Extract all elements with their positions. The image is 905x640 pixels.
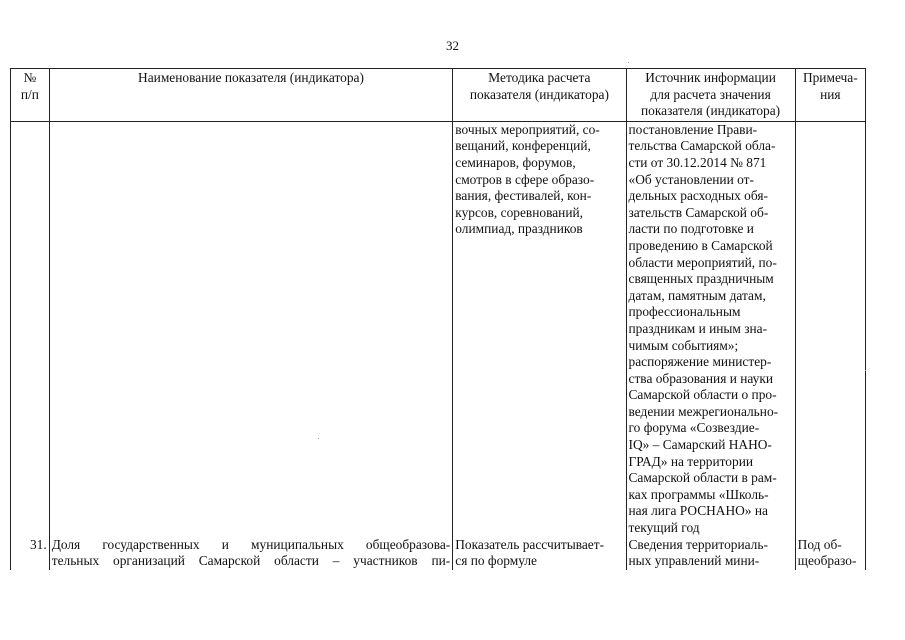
cell-num-31: 31. xyxy=(11,537,50,570)
table-header-row xyxy=(11,69,866,122)
cell-notes-empty xyxy=(795,121,865,536)
header-source: Источник информации для расчета значения показателя (индикатора) xyxy=(626,69,795,122)
cell-notes-31: Под об- щеобразо- xyxy=(795,537,865,570)
header-num: № п/п xyxy=(11,69,50,122)
table-row-continued xyxy=(11,121,866,536)
header-notes: Примеча- ния xyxy=(795,69,865,122)
name-line-2: тельных организаций Самарской области – участников пи- xyxy=(51,553,451,569)
page-number: 32 xyxy=(446,38,459,53)
cell-name-empty xyxy=(49,121,453,536)
scan-speck xyxy=(318,438,319,439)
cell-num-empty xyxy=(11,121,50,536)
table-row-31 xyxy=(11,537,866,570)
name-line-1: Доля государственных и муниципальных общеобразова- xyxy=(51,536,451,552)
header-method: Методика расчета показателя (индикатора) xyxy=(453,69,626,122)
scan-speck xyxy=(865,370,866,371)
cell-name-31 xyxy=(49,537,453,570)
cell-source-continued: постановление Прави- тельства Самарской обла- сти от 30.12.2014 № 871 «Об установлении от- дельных расходных обя- зательств Самарской об- ласти по подготовке и проведению в Самарской области мероприятий, по- священных праздничным датам, памятным датам, профессиональным праздникам и иным зна- чимым событиям»; распоряжение министер- ства образования и науки Самарской области о про- ведении межрегионально- го форума «Созвездие- IQ» – Самарский НАНО- ГРАД» на территории Самарской области в рам- ках программы «Школь- ная лига РОСНАНО» на текущий год xyxy=(626,121,795,536)
header-name: Наименование показателя (индикатора) xyxy=(49,69,453,122)
cell-method-continued: вочных мероприятий, со- вещаний, конференций, семинаров, форумов, смотров в сфере образо- вания, фестивалей, кон- курсов, соревнований, олимпиад, праздников xyxy=(453,121,626,536)
cell-method-31: Показатель рассчитывает- ся по формуле xyxy=(453,537,626,570)
cell-source-31: Сведения территориаль- ных управлений мини- xyxy=(626,537,795,570)
indicator-table xyxy=(10,68,866,570)
scan-speck xyxy=(628,62,629,63)
